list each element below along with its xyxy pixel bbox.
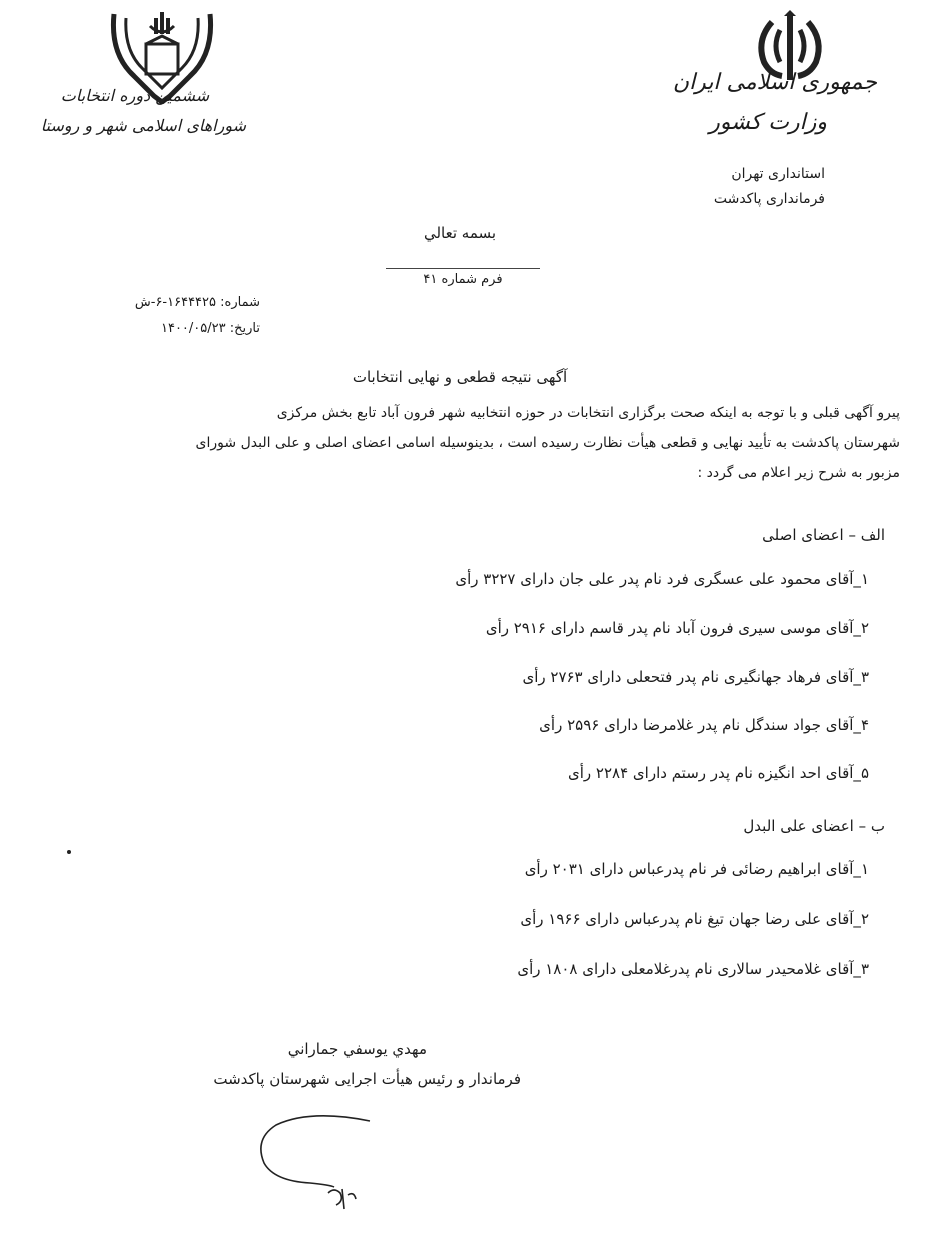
alternate-members-title: ب – اعضای علی البدل (743, 817, 885, 835)
form-number: فرم شماره ۴۱ (423, 272, 503, 287)
page-title: آگهی نتیجه قطعی و نهایی انتخابات (352, 368, 568, 386)
member-item: ۳_آقای فرهاد جهانگیری نام پدر فتحعلی دارای ۲۷۶۳ رأی (522, 668, 869, 686)
number-value: ۱۶۴۴۴۲۵-۶-ش (134, 295, 217, 310)
member-item: ۴_آقای جواد سندگل نام پدر غلامرضا دارای ۲۵۹۶ رأی (539, 716, 869, 734)
member-item: ۵_آقای احد انگیزه نام پدر رستم دارای ۲۲۸۴ رأی (568, 764, 869, 782)
logo-text-line2: شوراهای اسلامی شهر و روستا (40, 116, 246, 135)
republic-name: جمهوری اسلامی ایران (672, 70, 877, 95)
letter-meta (100, 290, 260, 342)
alternate-member-item: ۳_آقای غلامحیدر سالاری نام پدرغلامعلی دارای ۱۸۰۸ رأی (517, 960, 869, 978)
election-logo (40, 4, 260, 144)
signature-icon (250, 1105, 400, 1225)
basmala: بسمه تعالي (423, 224, 497, 242)
letter-date (100, 316, 260, 342)
alternate-member-item: ۱_آقای ابراهیم رضائی فر نام پدرعباس دارای ۲۰۳۱ رأی (524, 860, 869, 878)
county-office: فرمانداری پاکدشت (713, 191, 825, 207)
office-block (605, 162, 825, 212)
letter-number (100, 290, 260, 316)
number-label: شماره: (220, 295, 260, 310)
intro-line: شهرستان پاکدشت به تأیید نهایی و قطعی هیأت نظارت رسیده است ، بدینوسیله اسامی اعضای اصلی و علی البدل شورای (195, 435, 900, 451)
date-label: تاریخ: (229, 321, 260, 336)
intro-line: مزبور به شرح زیر اعلام می گردد : (697, 465, 900, 481)
intro-paragraph (38, 398, 900, 488)
main-members-title: الف – اعضای اصلی (762, 526, 885, 544)
date-value: ۱۴۰۰/۰۵/۲۳ (160, 321, 226, 336)
member-item: ۲_آقای موسی سیری فرون آباد نام پدر قاسم دارای ۲۹۱۶ رأی (485, 619, 869, 637)
logo-text-line1: ششمین دوره انتخابات (60, 86, 210, 105)
signatory-name: مهدي يوسفي جماراني (287, 1040, 427, 1058)
province-office: استانداری تهران (731, 166, 825, 182)
ink-dot (67, 850, 71, 854)
alternate-member-item: ۲_آقای علی رضا جهان تیغ نام پدرعباس دارای ۱۹۶۶ رأی (520, 910, 869, 928)
intro-line: پیرو آگهی قبلی و با توجه به اینکه صحت برگزاری انتخابات در حوزه انتخابیه شهر فرون آباد تابع بخش مرکزی (276, 405, 900, 421)
signatory-title: فرماندار و رئیس هیأت اجرایی شهرستان پاکدشت (213, 1070, 521, 1088)
member-item: ۱_آقای محمود علی عسگری فرد نام پدر علی جان دارای ۳۲۲۷ رأی (455, 570, 869, 588)
ministry-name: وزارت کشور (709, 110, 827, 135)
form-divider (386, 268, 540, 269)
